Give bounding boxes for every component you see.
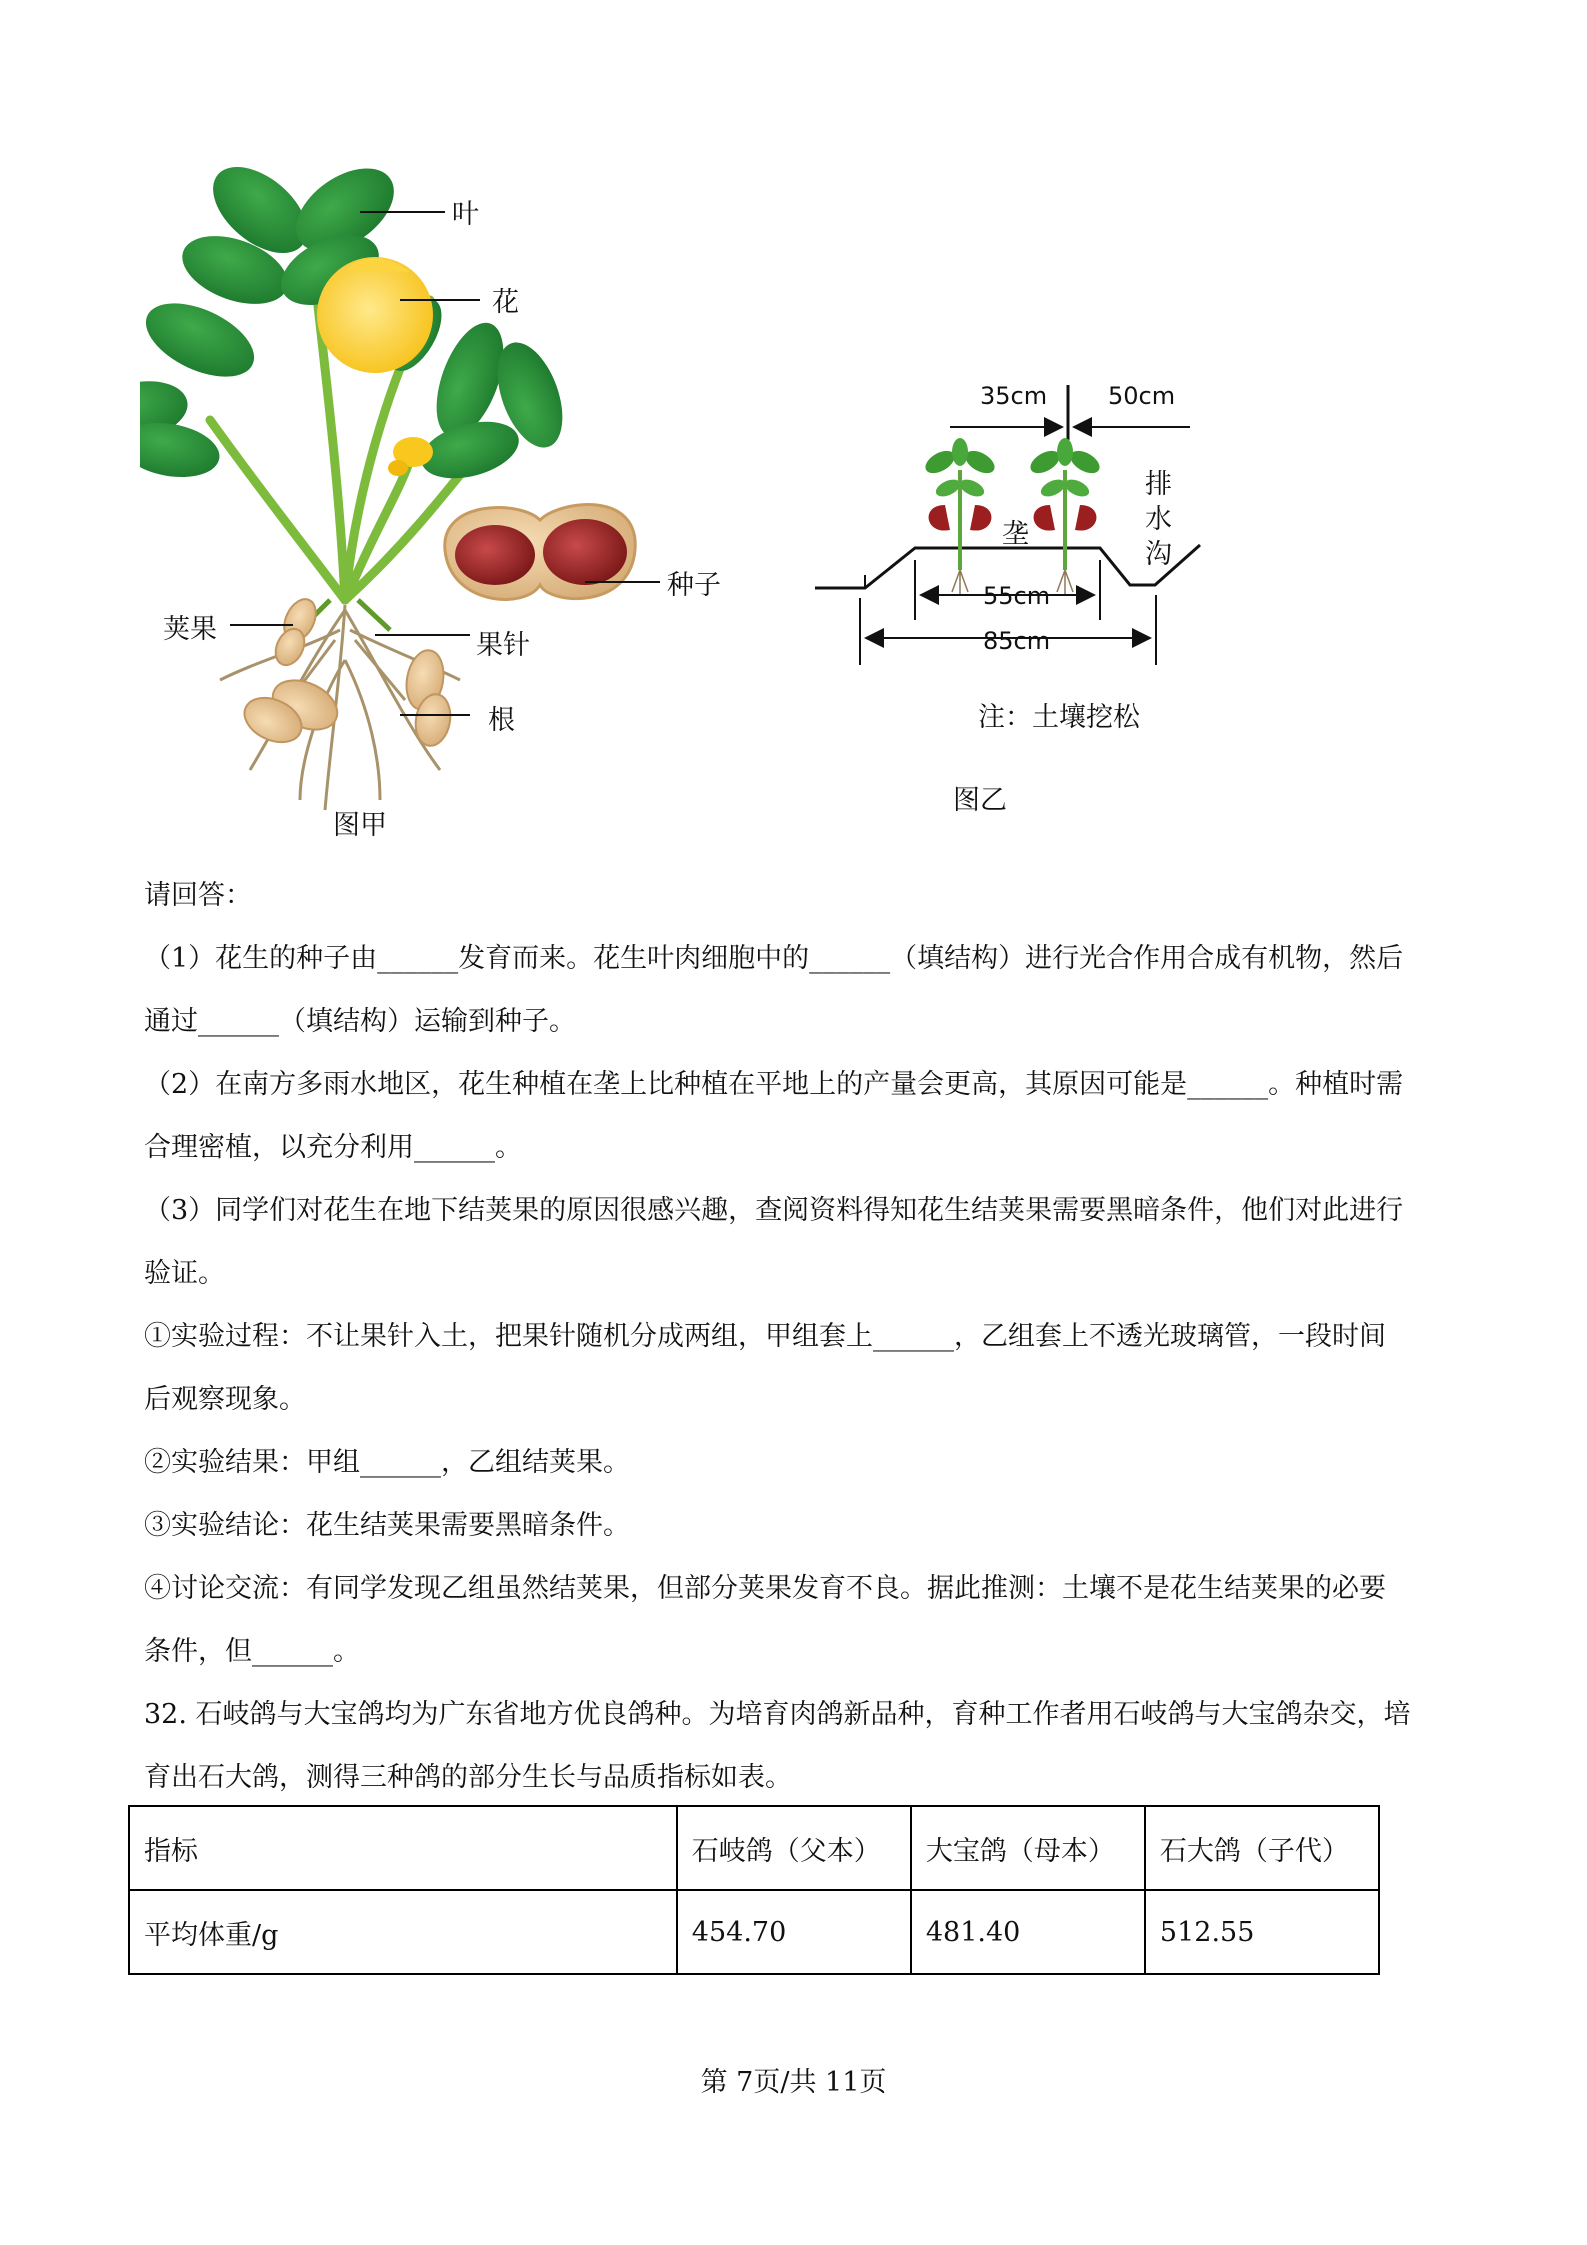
seedling-left [922,438,999,570]
table-header-cell: 石大鸽（子代） [1145,1806,1379,1890]
table-cell: 481.40 [911,1890,1145,1974]
dim-50cm: 50cm [1108,382,1176,410]
label-pod: 荚果 [163,614,217,645]
label-ditch-3: 沟 [1145,539,1172,570]
step1-line1: ①实验过程：不让果针入土，把果针随机分成两组，甲组套上______，乙组套上不透光玻璃管，一段时间 [144,1321,1386,1352]
dim-35cm: 35cm [980,382,1048,410]
intro-text: 请回答： [144,880,252,911]
table-row [129,1890,1379,1974]
q1-line2: 通过______（填结构）运输到种子。 [144,1006,576,1037]
step2: ②实验结果：甲组______，乙组结荚果。 [144,1447,630,1478]
step4-line2: 条件，但______。 [144,1636,360,1667]
label-leaf: 叶 [452,199,479,230]
step3: ③实验结论：花生结荚果需要黑暗条件。 [144,1510,630,1541]
dim-55cm: 55cm [983,582,1051,610]
label-ditch-2: 水 [1145,504,1172,535]
figure-b-note: 注：土壤挖松 [978,702,1140,733]
q2-line1: （2）在南方多雨水地区，花生种植在垄上比种植在平地上的产量会更高，其原因可能是______。种植时需 [144,1069,1404,1100]
q32-line1: 32. 石岐鸽与大宝鸽均为广东省地方优良鸽种。为培育肉鸽新品种，育种工作者用石岐鸽与大宝鸽杂交，培 [144,1699,1411,1730]
q3-line2: 验证。 [144,1258,225,1289]
label-flower: 花 [492,287,519,318]
dim-85cm: 85cm [983,627,1051,655]
q2-line2: 合理密植，以充分利用______。 [144,1132,522,1163]
figure-b-caption: 图乙 [953,785,1007,816]
figure-a-caption: 图甲 [333,810,387,841]
step1-line2: 后观察现象。 [144,1384,306,1415]
q1-line1: （1）花生的种子由______发育而来。花生叶肉细胞中的______（填结构）进行光合作用合成有机物，然后 [144,943,1404,974]
figure-a-peanut-plant [140,160,780,840]
seedling-right [1027,438,1104,570]
label-seed: 种子 [667,570,721,601]
table-cell: 454.70 [677,1890,911,1974]
seed-pod-section [445,505,635,600]
label-peg: 果针 [476,630,530,661]
table-header-cell: 指标 [129,1806,677,1890]
label-root: 根 [488,705,515,736]
page-footer: 第 7页/共 11页 [700,2067,887,2098]
q3-line1: （3）同学们对花生在地下结荚果的原因很感兴趣，查阅资料得知花生结荚果需要黑暗条件，他们对此进行 [144,1195,1404,1226]
table-header-cell: 石岐鸽（父本） [677,1806,911,1890]
table-header-cell: 大宝鸽（母本） [911,1806,1145,1890]
label-ditch-1: 排 [1145,469,1172,500]
step4-line1: ④讨论交流：有同学发现乙组虽然结荚果，但部分荚果发育不良。据此推测：土壤不是花生结荚果的必要 [144,1573,1386,1604]
label-ridge: 垄 [1002,519,1029,550]
table-header-row [129,1806,1379,1890]
table-cell: 512.55 [1145,1890,1379,1974]
peanut-pods [237,594,454,751]
data-table [128,1805,1380,1975]
table-cell: 平均体重/g [129,1890,677,1974]
q32-line2: 育出石大鸽，测得三种鸽的部分生长与品质指标如表。 [144,1762,792,1793]
